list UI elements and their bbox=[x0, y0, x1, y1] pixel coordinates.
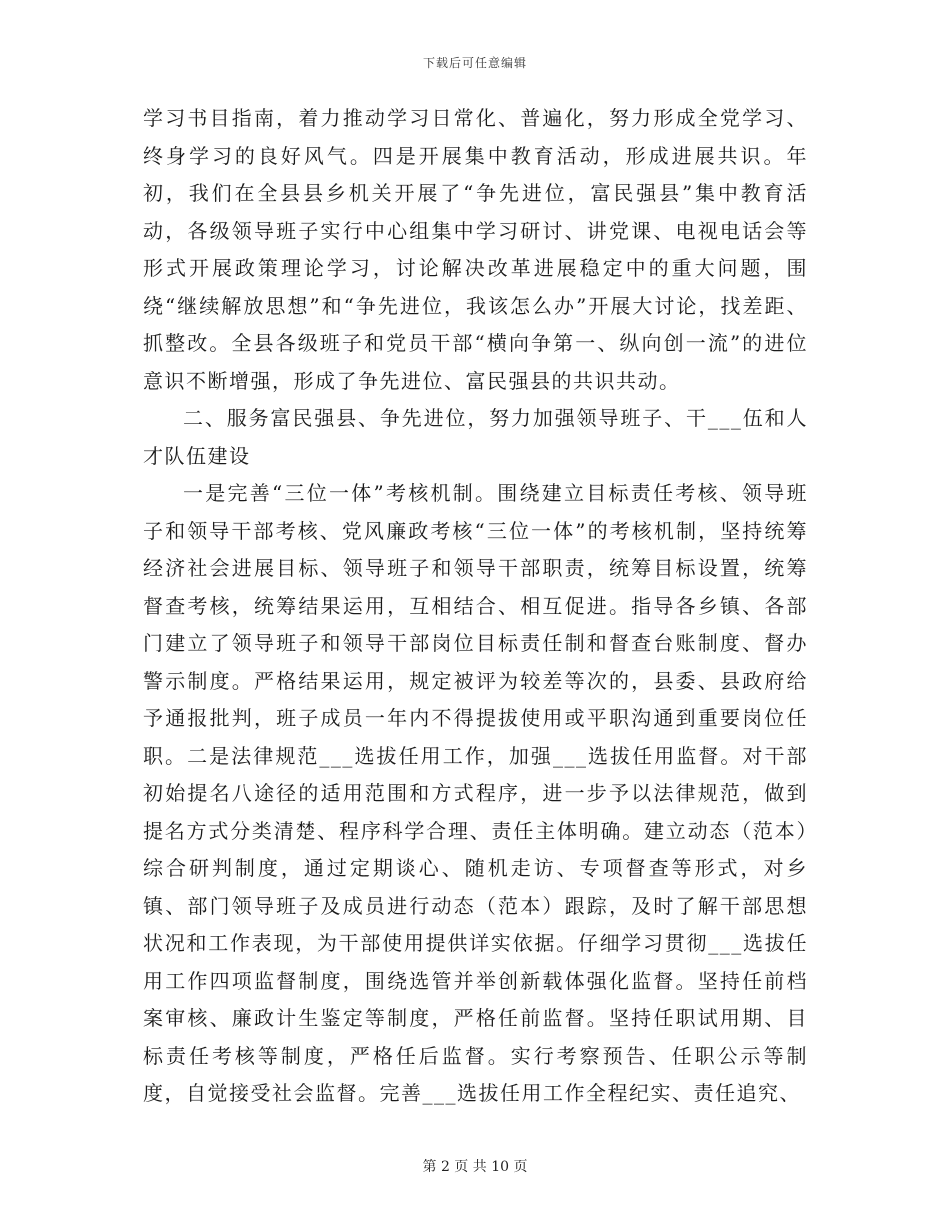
page-number-footer: 第 2 页 共 10 页 bbox=[422, 1159, 528, 1175]
page-header-note: 下载后可任意编辑 bbox=[422, 56, 527, 70]
section-heading: 二、服务富民强县、争先进位，努力加强领导班子、干___伍和人才队伍建设 bbox=[143, 406, 808, 468]
document-body bbox=[143, 100, 808, 1113]
body-paragraph: 一是完善“三位一体”考核机制。围绕建立目标责任考核、领导班子和领导干部考核、党风廉政考核“三位一体”的考核机制，坚持统筹经济社会进展目标、领导班子和领导干部职责，统筹目标设置，统筹督查考核，统筹结果运用，互相结合、相互促进。指导各乡镇、各部门建立了领导班子和领导干部岗位目标责任制和督查台账制度、督办警示制度。严格结果运用，规定被评为较差等次的，县委、县政府给予通报批判，班子成员一年内不得提拔使用或平职沟通到重要岗位任职。二是法律规范___选拔任用工作，加强___选拔任用监督。对干部初始提名八途径的适用范围和方式程序，进一步予以法律规范，做到提名方式分类清楚、程序科学合理、责任主体明确。建立动态（范本）综合研判制度，通过定期谈心、随机走访、专项督查等形式，对乡镇、部门领导班子及成员进行动态（范本）跟踪，及时了解干部思想状况和工作表现，为干部使用提供详实依据。仔细学习贯彻___选拔任用工作四项监督制度，围绕选管并举创新载体强化监督。坚持任前档案审核、廉政计生鉴定等制度，严格任前监督。坚持任职试用期、目标责任考核等制度，严格任后监督。实行考察预告、任职公示等制度，自觉接受社会监督。完善___选拔任用工作全程纪实、责任追究、 bbox=[143, 481, 808, 1105]
body-paragraph-continued: 学习书目指南，着力推动学习日常化、普遍化，努力形成全党学习、终身学习的良好风气。四是开展集中教育活动，形成进展共识。年初，我们在全县县乡机关开展了“争先进位，富民强县”集中教育活动，各级领导班子实行中心组集中学习研讨、讲党课、电视电话会等形式开展政策理论学习，讨论解决改革进展稳定中的重大问题，围绕“继续解放思想”和“争先进位，我该怎么办”开展大讨论，找差距、抓整改。全县各级班子和党员干部“横向争第一、纵向创一流”的进位意识不断增强，形成了争先进位、富民强县的共识共动。 bbox=[143, 106, 808, 393]
